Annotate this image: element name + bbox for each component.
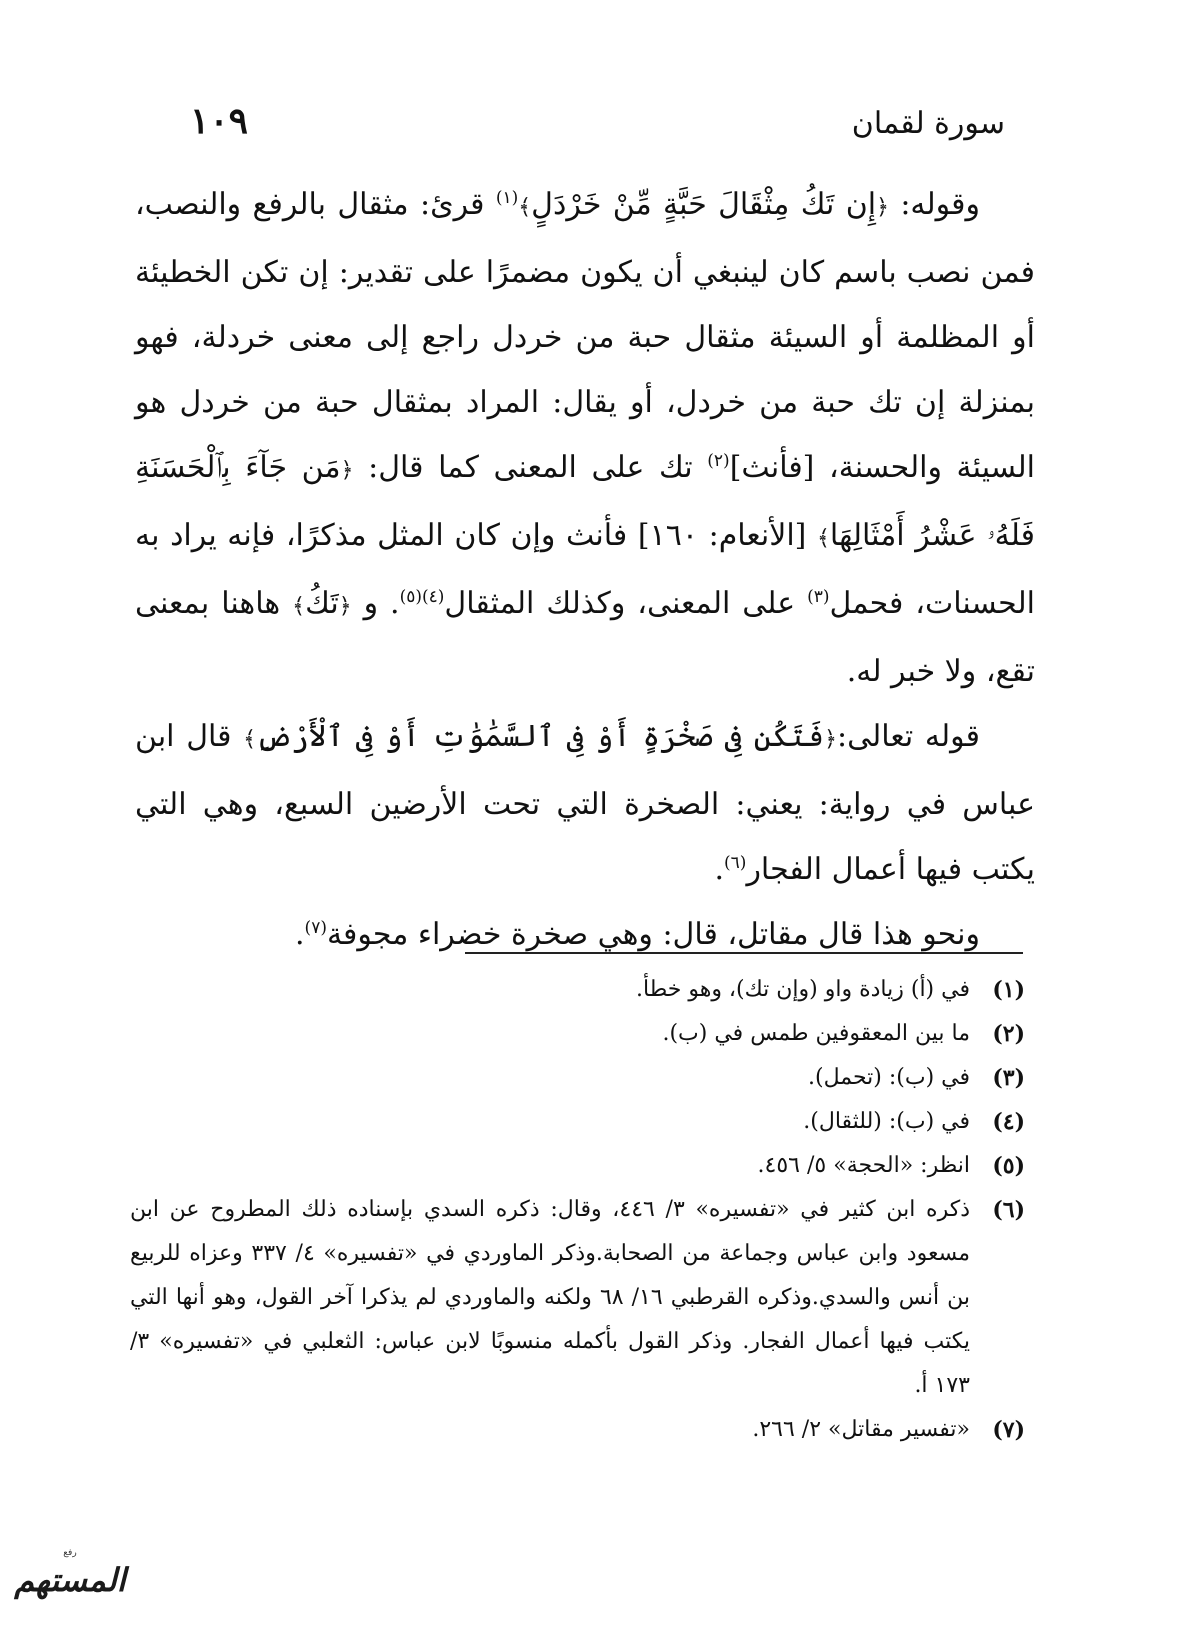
paragraph-3 [135,902,1035,967]
footnote-number: (٦) [992,1197,1025,1223]
footnote-item [130,1100,1025,1144]
quran-verse: مَن جَآءَ بِٱلْحَسَنَةِ فَلَهُۥ عَشْرُ أَمْثَالِهَا [135,450,1035,553]
ornament-open: ﴿ [824,727,838,752]
text: . [295,917,305,952]
footnote-number: (٧) [992,1417,1025,1443]
ornament-open: ﴿ [340,458,354,483]
footnote-text: «تفسير مقاتل» ٢/ ٢٦٦. [752,1417,970,1442]
footnote-number: (٥) [992,1153,1025,1179]
footnote-text: في (ب): (تحمل). [808,1065,970,1090]
footnote-number: (١) [992,977,1025,1003]
text: هاهنا بمعنى تقع، ولا خبر له. [135,586,1035,689]
logo-text: المستهم [14,1561,126,1599]
ornament-open: ﴿ [338,594,352,619]
quran-verse: إِن تَكُ مِثْقَالَ حَبَّةٍ مِّنْ خَرْدَلٍ [531,187,877,222]
text: وقوله: [900,187,980,222]
text: على المعنى، وكذلك المثقال [444,586,796,621]
footnote-text: انظر: «الحجة» ٥/ ٤٥٦. [757,1153,970,1178]
footnote-ref: (٦) [724,853,747,873]
footnote-ref: (١) [495,188,519,208]
text: تك على المعنى كما قال: [368,450,693,485]
footnote-text: في (أ) زيادة واو (وإن تك)، وهو خطأ. [636,977,970,1002]
footnote-number: (٣) [992,1065,1025,1091]
footnote-ref: (٤)(٥) [399,587,445,607]
main-text [135,172,1035,967]
ornament-close: ﴾ [518,195,532,220]
quran-verse: فَتَكُن فِى صَخْرَةٍ أَوْ فِى ٱلسَّمَٰوَٰتِ أَوْ فِى ٱلْأَرْضِ [256,719,825,754]
footnote-item [130,1408,1025,1452]
page-number: ١٠٩ [190,100,249,142]
footnote-item [130,1144,1025,1188]
ornament-close: ﴾ [292,594,306,619]
text: . [714,852,725,887]
footnote-item [130,1188,1025,1408]
footnote-text: ما بين المعقوفين طمس في (ب). [662,1021,970,1046]
footnote-item [130,1056,1025,1100]
footnote-text: ذكره ابن كثير في «تفسيره» ٣/ ٤٤٦، وقال: ذكره السدي بإسناده ذلك المطروح عن ابن مسعود وابن عباس وجماعة من الصحابة.وذكر الماوردي في «تفسيره» ٤/ ٣٣٧ وعزاه للربيع بن أنس والسدي.وذكره القرطبي ١٦/ ٦٨ ولكنه والماوردي لم يذكرا آخر القول، وهو أنها التي يكتب فيها أعمال الفجار. وذكر القول بأكمله منسوبًا لابن عباس: الثعلبي في «تفسيره» ٣/ ١٧٣ أ. [130,1197,970,1398]
text: ونحو هذا قال مقاتل، قال: وهي صخرة خضراء مجوفة [326,917,980,952]
surah-title: سورة لقمان [851,106,1005,141]
quran-verse: تَكُ [305,586,339,621]
footnote-ref: (٣) [807,587,830,607]
page-header [190,100,1005,150]
logo-sub-text: رفع [63,1548,77,1558]
text: قوله تعالى: [837,719,980,754]
paragraph-1 [135,172,1035,704]
ornament-close: ﴾ [817,526,830,551]
footnote-number: (٤) [992,1109,1025,1135]
text: قال ابن عباس في رواية: يعني: الصخرة التي تحت الأرضين السبع، وهي التي يكتب فيها أعمال الفجار [135,719,1035,887]
text: . و [363,586,400,621]
footnote-text: في (ب): (للثقال). [803,1109,970,1134]
footnotes [130,968,1025,1452]
footnote-ref: (٧) [304,918,327,938]
publisher-logo [10,1548,130,1618]
footnote-number: (٢) [992,1021,1025,1047]
footnote-ref: (٢) [707,451,730,471]
footnote-item [130,1012,1025,1056]
text: قرئ: مثقال بالرفع والنصب، فمن نصب باسم كان لينبغي أن يكون مضمرًا على تقدير: إن تكن الخطيئة أو المظلمة أو السيئة مثقال حبة من خردل راجع إلى معنى خردلة، فهو بمنزلة إن تك حبة من خردل، أو يقال: المراد بمثقال حبة من خردل هو السيئة والحسنة، [فأنث] [135,187,1035,485]
paragraph-2 [135,704,1035,902]
footnote-item [130,968,1025,1012]
ornament-open: ﴿ [876,195,889,220]
text: [الأنعام: ١٦٠] فأنث وإن كان المثل مذكرًا، فإنه يراد به الحسنات، فحمل [135,518,1036,621]
footnote-divider [465,952,1023,954]
ornament-close: ﴾ [243,727,257,752]
